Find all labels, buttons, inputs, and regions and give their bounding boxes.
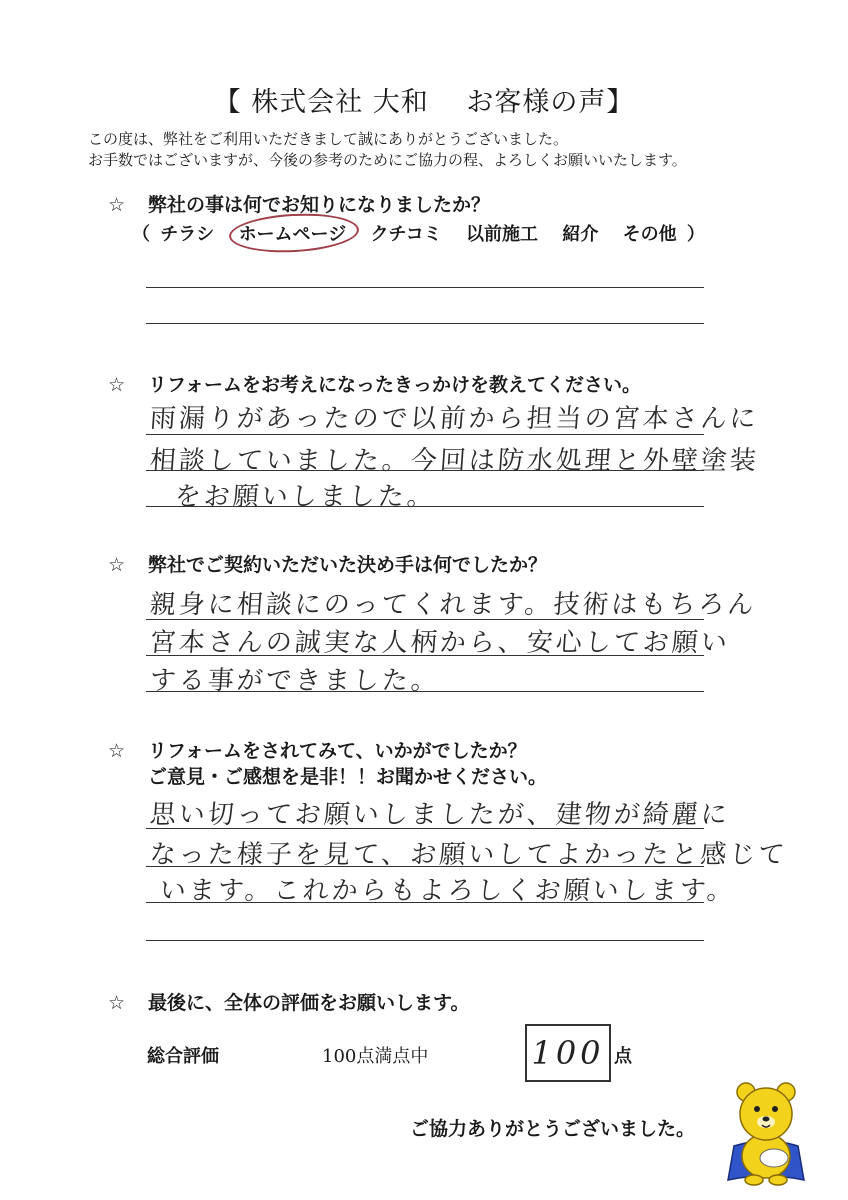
answer-3-line-1: 親身に相談にのってくれます。技術はもちろん [148, 590, 758, 620]
question-5 [108, 988, 469, 1015]
question-4 [108, 736, 527, 763]
answer-rule [146, 655, 704, 656]
answer-3-line-2: 宮本さんの誠実な人柄から、安心してお願い [148, 628, 731, 658]
question-4-text: リフォームをされてみて、いかがでしたか？ [148, 740, 527, 762]
star-icon: ☆ [108, 554, 126, 576]
option-other[interactable]: その他 [622, 224, 677, 245]
answer-2-line-2: 相談していました。今回は防水処理と外壁塗装 [148, 446, 760, 476]
option-word-of-mouth[interactable]: クチコミ [370, 224, 442, 245]
answer-3-line-3: する事ができました。 [148, 666, 441, 696]
question-4-subtext: ご意見・ご感想を是非！！お聞かせください。 [148, 766, 548, 788]
answer-2-line-3: をお願いしました。 [173, 482, 437, 512]
star-icon: ☆ [108, 740, 126, 762]
answer-rule [146, 866, 704, 867]
answer-2-line-1: 雨漏りがあったので以前から担当の宮本さんに [148, 404, 760, 434]
answer-rule [146, 323, 704, 324]
answer-4-line-2: なった様子を見て、お願いしてよかったと感じて [148, 840, 789, 870]
option-referral[interactable]: 紹介 [562, 224, 599, 245]
star-icon: ☆ [108, 374, 126, 396]
option-flyer[interactable]: チラシ [160, 224, 215, 245]
answer-rule [146, 506, 704, 507]
answer-rule [146, 940, 704, 941]
answer-rule [146, 828, 704, 829]
question-1-text: 弊社の事は何でお知りになりましたか？ [148, 194, 491, 216]
intro-line-2: お手数ではございますが、今後の参考のためにご協力の程、よろしくお願いいたします。 [88, 151, 687, 169]
option-open-paren: （ [132, 224, 150, 245]
score-value: 100 [531, 1034, 605, 1072]
question-5-text: 最後に、全体の評価をお願いします。 [148, 992, 470, 1014]
answer-rule [146, 434, 704, 435]
answer-rule [146, 619, 704, 620]
page-title: 【 株式会社 大和 お客様の声】 [213, 87, 635, 118]
intro-line-1: この度は、弊社をご利用いただきまして誠にありがとうございました。 [88, 130, 569, 148]
question-2 [108, 370, 641, 397]
star-icon: ☆ [108, 194, 126, 216]
scale-label: 100点満点中 [322, 1046, 429, 1067]
thanks-message: ご協力ありがとうございました。 [410, 1118, 696, 1140]
option-close-paren: ） [686, 224, 705, 245]
answer-4-line-1: 思い切ってお願いしましたが、建物が綺麗に [148, 800, 731, 830]
answer-rule [146, 287, 704, 288]
bear-mascot-icon [724, 1076, 808, 1188]
answer-rule [146, 902, 704, 903]
score-unit: 点 [614, 1046, 632, 1067]
overall-label: 総合評価 [147, 1046, 219, 1067]
option-previous-work[interactable]: 以前施工 [466, 224, 539, 245]
question-3-text: 弊社でご契約いただいた決め手は何でしたか？ [148, 554, 548, 576]
answer-rule [146, 470, 704, 471]
answer-4-line-3: います。これからもよろしくお願いします。 [158, 876, 737, 906]
question-2-text: リフォームをお考えになったきっかけを教えてください。 [148, 374, 642, 396]
star-icon: ☆ [108, 992, 126, 1014]
option-homepage-selected[interactable]: ホームページ [239, 220, 347, 246]
answer-rule [146, 691, 704, 692]
source-options [132, 220, 723, 246]
question-3 [108, 550, 547, 577]
score-box[interactable] [525, 1024, 611, 1082]
